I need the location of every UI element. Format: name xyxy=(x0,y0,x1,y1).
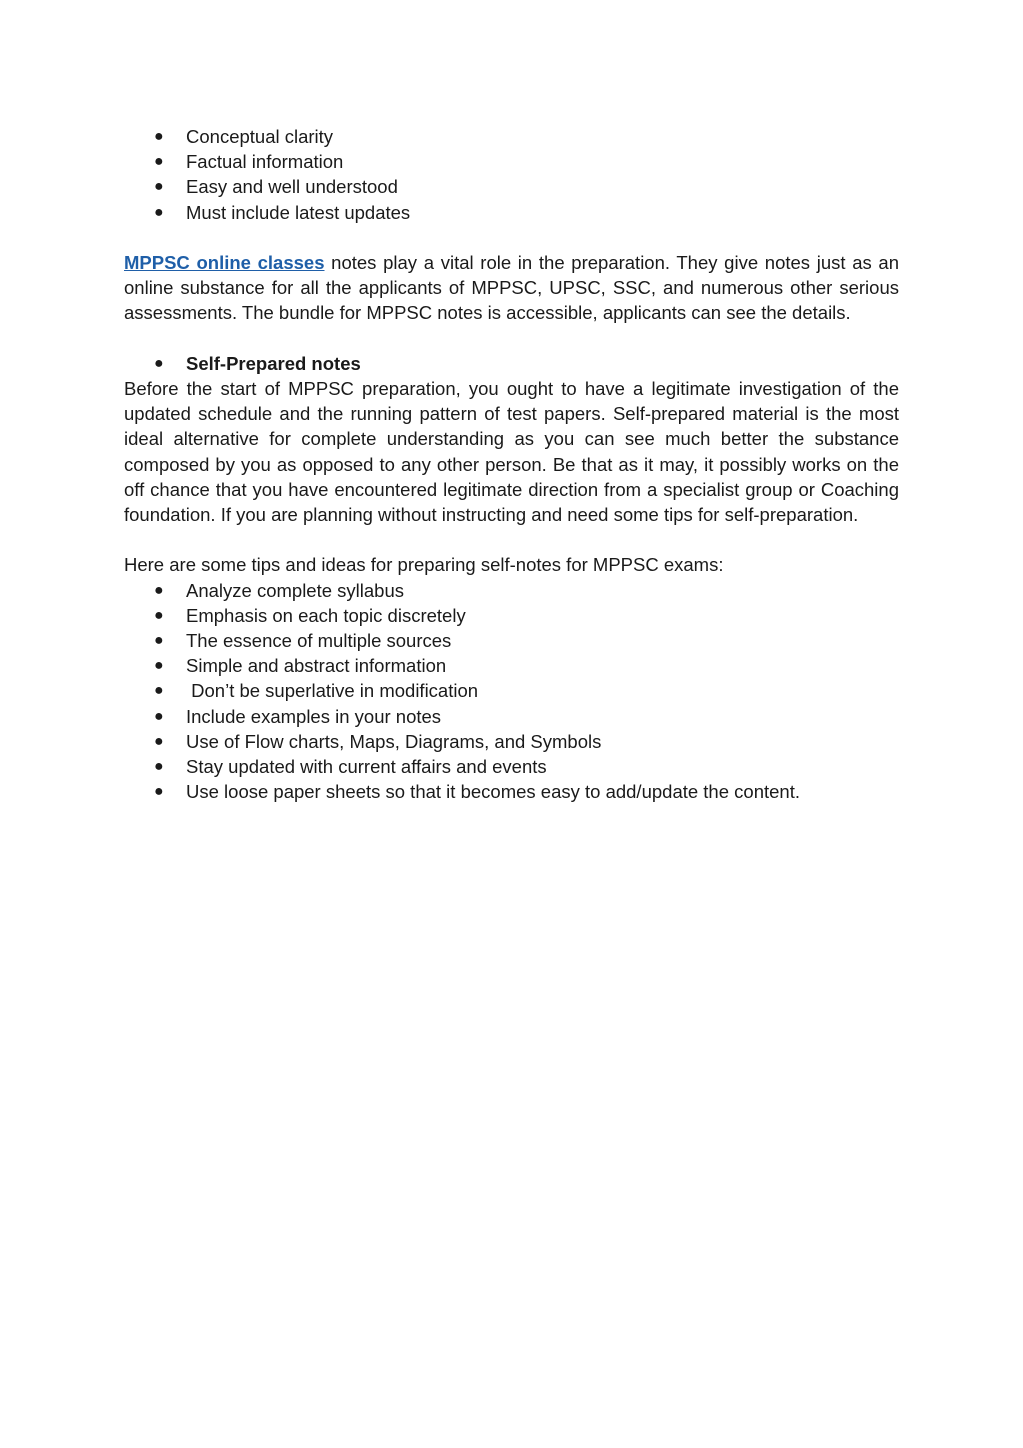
spacer xyxy=(124,225,899,250)
list-item xyxy=(124,628,899,653)
list-item-text: Stay updated with current affairs and events xyxy=(186,756,547,778)
list-item xyxy=(124,729,899,754)
section-body: Before the start of MPPSC preparation, you ought to have a legitimate investigation of the updated schedule and the running pattern of test papers. Self-prepared material is the most ideal alternative for complete understanding as you can see much better the substance composed by you as opposed to any other person. Be that as it may, it possibly works on the off chance that you have encountered legitimate direction from a specialist group or Coaching foundation. If you are planning without instructing and need some tips for self-preparation. xyxy=(124,378,899,526)
bullet-icon: ● xyxy=(154,732,164,750)
list-item-text: Easy and well understood xyxy=(186,176,398,198)
list-item xyxy=(124,174,899,199)
list-item-text: Emphasis on each topic discretely xyxy=(186,604,466,626)
list-item xyxy=(124,704,899,729)
intro-paragraph xyxy=(124,250,899,326)
list-item-text: Conceptual clarity xyxy=(186,126,334,147)
section-heading-text: Self-Prepared notes xyxy=(186,352,361,374)
spacer xyxy=(124,326,899,351)
list-item-text: Include examples in your notes xyxy=(186,705,442,727)
bullet-icon: ● xyxy=(154,682,164,700)
bullet-icon: ● xyxy=(154,178,164,196)
list-item-text: Use of Flow charts, Maps, Diagrams, and Symbols xyxy=(186,730,602,752)
list-item xyxy=(124,149,899,174)
list-item xyxy=(124,678,899,703)
qualities-list xyxy=(124,124,899,225)
list-item xyxy=(124,200,899,225)
list-item-text: Must include latest updates xyxy=(186,201,411,223)
bullet-icon: ● xyxy=(154,354,164,372)
bullet-icon: ● xyxy=(154,707,164,725)
document-page xyxy=(124,124,899,804)
list-item xyxy=(124,779,899,804)
bullet-icon: ● xyxy=(154,581,164,599)
bullet-icon: ● xyxy=(154,128,164,145)
bullet-icon: ● xyxy=(154,657,164,675)
section-heading-list xyxy=(124,351,899,376)
list-item-text: Simple and abstract information xyxy=(186,655,447,677)
bullet-icon: ● xyxy=(154,632,164,650)
list-item-text: The essence of multiple sources xyxy=(186,630,452,652)
list-item xyxy=(124,124,899,149)
list-item xyxy=(124,578,899,603)
list-item-text: Don’t be superlative in modification xyxy=(186,680,479,702)
intro-paragraph-text: notes play a vital role in the preparation. They give notes just as an online substance for all the applicants of MPPSC, UPSC, SSC, and numerous other serious assessments. The bundle for MPPSC notes is accessible, applicants can see the details. xyxy=(124,252,899,324)
bullet-icon: ● xyxy=(154,606,164,624)
list-item xyxy=(124,653,899,678)
tips-intro: Here are some tips and ideas for preparing self-notes for MPPSC exams: xyxy=(124,554,724,576)
bullet-icon: ● xyxy=(154,153,164,171)
list-item-text: Use loose paper sheets so that it becomes easy to add/update the content. xyxy=(186,781,800,803)
bullet-icon: ● xyxy=(154,758,164,776)
bullet-icon: ● xyxy=(154,203,164,221)
list-item-text: Analyze complete syllabus xyxy=(186,579,404,601)
tips-list xyxy=(124,578,899,805)
list-item xyxy=(124,754,899,779)
list-item-text: Factual information xyxy=(186,151,344,173)
list-item xyxy=(124,603,899,628)
mppsc-online-classes-link[interactable]: MPPSC online classes xyxy=(124,252,325,273)
bullet-icon: ● xyxy=(154,783,164,801)
spacer xyxy=(124,527,899,552)
section-heading xyxy=(124,351,899,376)
